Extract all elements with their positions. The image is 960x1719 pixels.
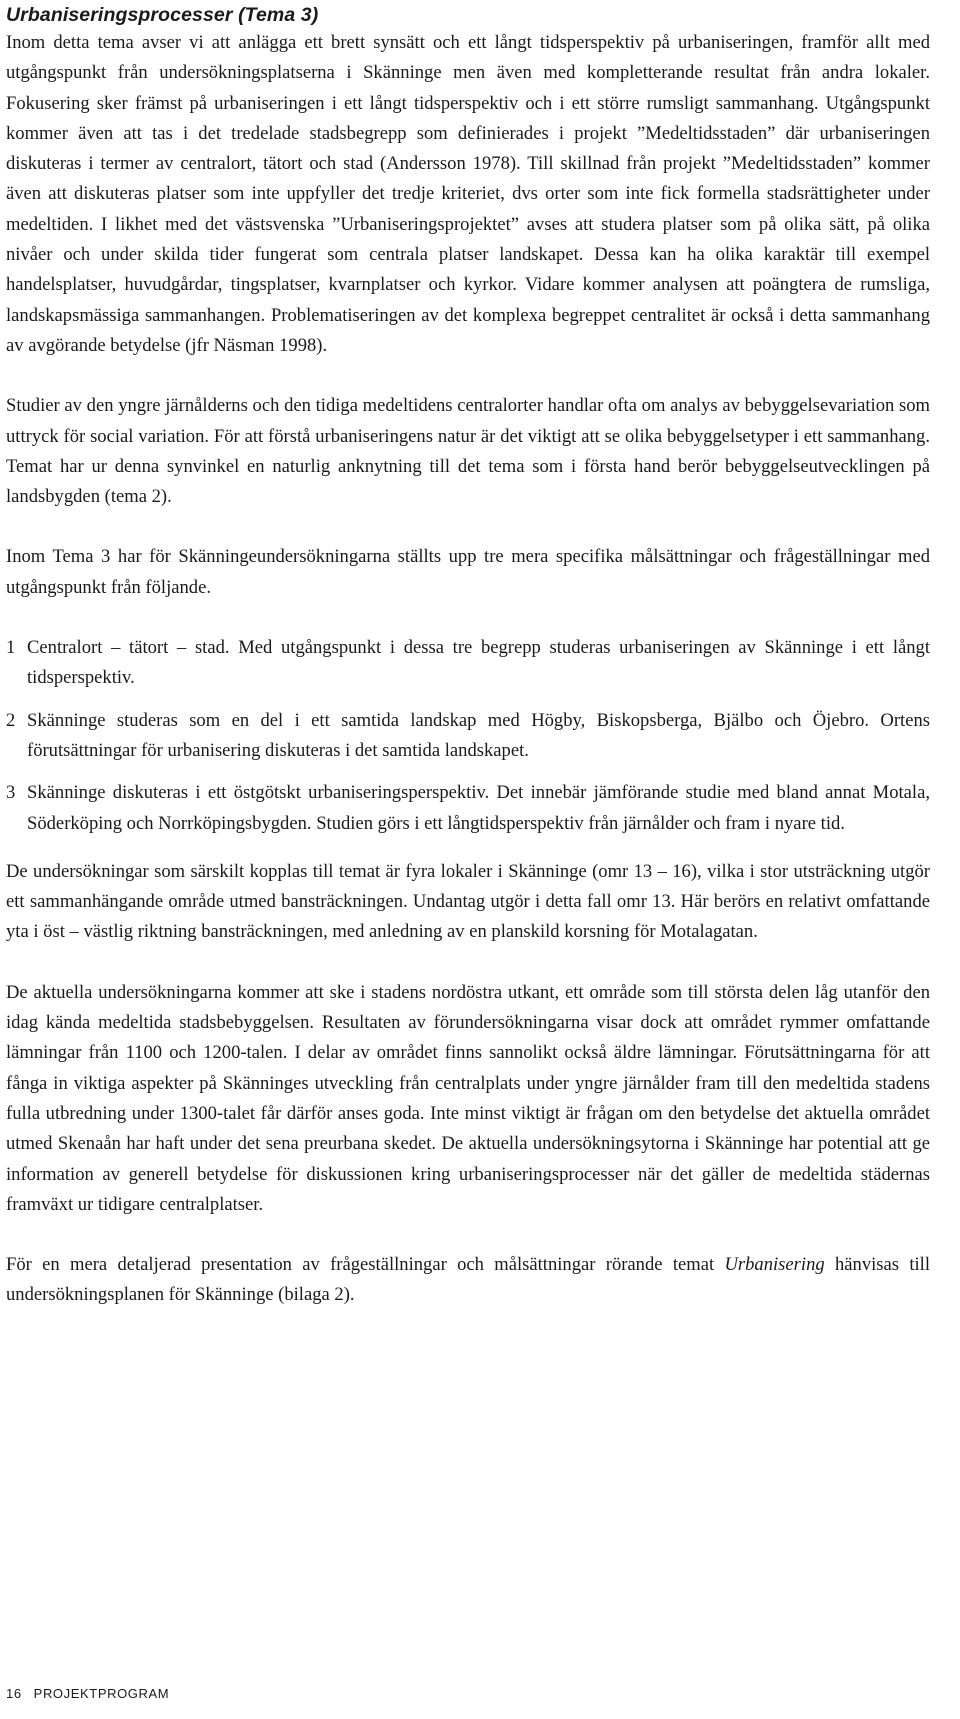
paragraph-reference <box>6 1250 930 1311</box>
list-item-text: Skänninge studeras som en del i ett samtida landskap med Högby, Biskopsberga, Bjälbo och Öjebro. Ortens förutsättningar för urbanisering diskuteras i det samtida landskapet. <box>27 709 930 761</box>
page-number: 16 <box>6 1686 22 1701</box>
list-item-text: Centralort – tätort – stad. Med utgångspunkt i dessa tre begrepp studeras urbaniseringen av Skänninge i ett långt tidsperspektiv. <box>27 637 930 689</box>
list-item <box>6 633 930 694</box>
list-item-text: Skänninge diskuteras i ett östgötskt urbaniseringsperspektiv. Det innebär jämförande studie med bland annat Motala, Söderköping och Norrköpingsbygden. Studien görs i ett långtidsperspektiv från järnålder och fram i nyare tid. <box>27 782 930 834</box>
paragraph-localities: De undersökningar som särskilt kopplas till temat är fyra lokaler i Skänninge (omr 13 – 16), vilka i stor utsträckning utgör ett sammanhängande område utmed bansträckningen. Undantag utgör i detta fall omr 13. Här berörs en relativt omfattande yta i öst – västlig riktning bansträckningen, med anledning av en planskild korsning för Motalagatan. <box>6 860 930 943</box>
paragraph-intro: Inom detta tema avser vi att anlägga ett brett synsätt och ett långt tidsperspektiv på urbaniseringen, framför allt med utgångspunkt från undersökningsplatserna i Skänninge men även med kompletterande resultat från andra lokaler. Fokusering sker främst på urbaniseringen i ett långt tidsperspektiv och i ett större rumsligt sammanhang. Utgångspunkt kommer även att tas i det tredelade stadsbegrepp som definierades i projekt ”Medeltidsstaden” där urbaniseringen diskuteras i termer av centralort, tätort och stad (Andersson 1978). Till skillnad från projekt ”Medeltidsstaden” kommer även att diskuteras platser som inte uppfyller det tredje kriteriet, dvs orter som inte fick formella stadsrättigheter under medeltiden. I likhet med det västsvenska ”Urbaniseringsprojektet” avses att studera platser som på olika sätt, på olika nivåer och under skilda tider fungerat som centrala platser landskapet. Dessa kan ha olika karaktär till exempel handelsplatser, huvudgårdar, tingsplatser, kvarnplatser och kyrkor. Vidare kommer analysen att poängtera de rumsliga, landskapsmässiga sammanhangen. Problematiseringen av det komplexa begreppet centralitet är också i detta sammanhang av avgörande betydelse (jfr Näsman 1998). <box>6 32 930 356</box>
reference-theme-italic: Urbanisering <box>724 1254 825 1276</box>
document-page <box>6 0 930 1311</box>
list-item <box>6 778 930 839</box>
list-item-number: 1 <box>6 637 16 659</box>
footer-label: PROJEKTPROGRAM <box>33 1686 170 1701</box>
list-item <box>6 706 930 767</box>
page-footer <box>6 1686 169 1701</box>
reference-text-start: För en mera detaljerad presentation av frågeställningar och målsättningar rörande temat <box>6 1254 725 1276</box>
paragraph-goals-intro: Inom Tema 3 har för Skänningeundersökningarna ställts upp tre mera specifika målsättningar och frågeställningar med utgångspunkt från följande. <box>6 546 930 598</box>
reference-text-end: hänvisas till undersökningsplanen för Skänninge (bilaga 2). <box>6 1254 930 1306</box>
goals-list <box>6 633 930 839</box>
list-item-number: 2 <box>6 709 16 731</box>
paragraph-studies: Studier av den yngre järnålderns och den tidiga medeltidens centralorter handlar ofta om analys av bebyggelsevariation som uttryck för social variation. För att förstå urbaniseringens natur är det viktigt att se olika bebyggelsetyper i ett sammanhang. Temat har ur denna synvinkel en naturlig anknytning till det tema som i första hand berör bebyggelseutvecklingen på landsbygden (tema 2). <box>6 395 930 508</box>
paragraph-investigations: De aktuella undersökningarna kommer att ske i stadens nordöstra utkant, ett område som till största delen låg utanför den idag kända medeltida stadsbebyggelsen. Resultaten av förundersökningarna visar dock att området rymmer omfattande lämningar från 1100 och 1200-talen. I delar av området finns sannolikt också äldre lämningar. Förutsättningarna för att fånga in viktiga aspekter på Skänninges utveckling från centralplats under yngre järnålder fram till den medeltida stadens fulla utbredning under 1300-talet får därför anses goda. Inte minst viktigt är frågan om den betydelse det aktuella området utmed Skenaån har haft under det sena preurbana skedet. De aktuella undersökningsytorna i Skänninge har potential att ge information av generell betydelse för diskussionen kring urbaniseringsprocesser när det gäller de medeltida städernas framväxt ur tidigare centralplatser. <box>6 981 930 1215</box>
section-heading: Urbaniseringsprocesser (Tema 3) <box>6 4 319 26</box>
list-item-number: 3 <box>6 782 16 804</box>
